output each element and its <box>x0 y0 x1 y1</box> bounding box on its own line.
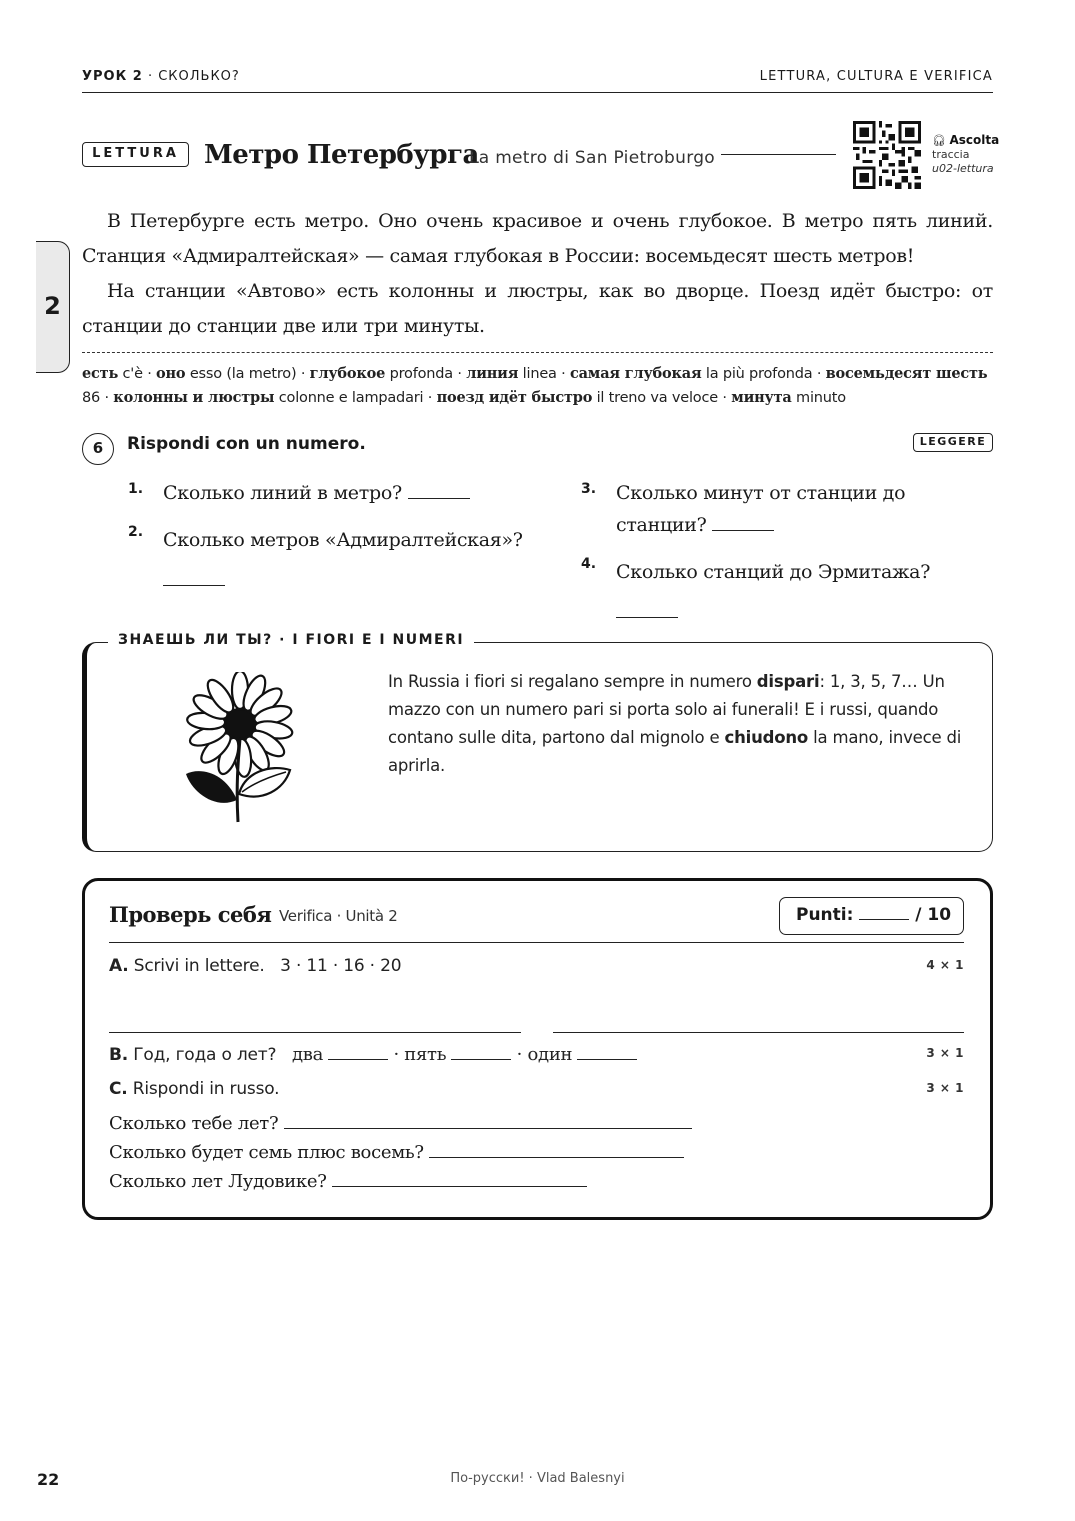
task-c-question-text: Сколько будет семь плюс восемь? <box>109 1142 424 1163</box>
question-number: 1. <box>128 481 144 497</box>
answer-blank[interactable] <box>408 480 470 499</box>
gloss-it: esso (la metro) <box>189 366 297 382</box>
self-check-divider <box>109 942 964 943</box>
reading-title: Метро Петербурга <box>204 140 479 170</box>
answer-blank[interactable] <box>616 599 678 618</box>
page-number: 22 <box>37 1470 60 1489</box>
running-header-right: LETTURA, CULTURA E VERIFICA <box>759 69 993 84</box>
header-divider <box>82 92 993 93</box>
score-total: / 10 <box>915 905 952 925</box>
gloss-it: la più profonda <box>705 366 813 382</box>
task-b <box>109 1043 637 1065</box>
task-c-points: 3 × 1 <box>926 1081 964 1095</box>
chapter-side-tab <box>36 241 70 373</box>
question-text: Сколько станций до Эрмитажа? <box>616 561 931 583</box>
question-item <box>616 477 956 541</box>
daisy-flower-icon <box>180 672 295 824</box>
exercise-title: Rispondi con un numero. <box>127 434 366 454</box>
gloss-ru: глубокое <box>309 365 386 382</box>
answer-blank[interactable] <box>712 512 774 531</box>
answer-line[interactable] <box>553 1032 964 1033</box>
leggere-badge: LEGGERE <box>913 433 993 452</box>
task-c-label: C. <box>109 1079 128 1099</box>
gloss-it: c'è <box>122 366 143 382</box>
task-b-label: B. <box>109 1045 129 1065</box>
question-text: Сколько метров «Адмиралтейская»? <box>163 529 523 551</box>
task-a <box>109 956 401 976</box>
gloss-it: profonda <box>389 366 453 382</box>
question-text: Сколько линий в метро? <box>163 482 402 504</box>
exercise-number: 6 <box>82 433 114 465</box>
answer-blank[interactable] <box>328 1043 388 1060</box>
reading-subtitle: La metro di San Pietroburgo <box>469 148 715 168</box>
task-c <box>109 1079 279 1099</box>
footer-credit: По-русски! · Vlad Balesnyi <box>450 1471 625 1486</box>
chapter-number: 2 <box>44 292 61 320</box>
title-divider <box>721 154 836 155</box>
reading-paragraph-2: На станции «Автово» есть колонны и люстры, как во дворце. Поезд идёт быстро: от станции до станции две или три минуты. <box>82 280 993 337</box>
question-number: 3. <box>581 481 597 497</box>
self-check-subtitle: Verifica · Unità 2 <box>279 907 398 925</box>
culture-box-label: ЗНАЕШЬ ЛИ ТЫ? · I FIORI E I NUMERI <box>108 632 474 648</box>
question-number: 2. <box>128 524 144 540</box>
running-header-left <box>82 69 240 84</box>
lettura-badge: LETTURA <box>82 142 189 167</box>
glossary-divider <box>82 352 993 353</box>
gloss-ru: восемьдесят шесть <box>825 365 988 382</box>
task-c-question-text: Сколько тебе лет? <box>109 1113 279 1134</box>
task-c-question <box>109 1169 587 1192</box>
gloss-ru: минута <box>731 389 792 406</box>
answer-blank[interactable] <box>332 1169 587 1187</box>
audio-sub: traccia <box>932 148 970 161</box>
reading-paragraph-1: В Петербурге есть метро. Оно очень красивое и очень глубокое. В метро пять линий. Станция «Адмиралтейская» — самая глубокая в России: восемьдесят шесть метров! <box>82 210 993 267</box>
task-a-label: A. <box>109 956 129 976</box>
question-item <box>163 477 543 509</box>
task-b-text: Год, года о лет? <box>133 1045 277 1065</box>
question-number: 4. <box>581 556 597 572</box>
task-c-question <box>109 1140 684 1163</box>
culture-text-bold: chiudono <box>724 728 809 747</box>
task-a-text: Scrivi in lettere. <box>133 956 265 976</box>
self-check-title: Проверь себя <box>109 902 272 927</box>
gloss-it: il treno va veloce <box>596 390 718 406</box>
lesson-title: · СКОЛЬКО? <box>142 69 240 84</box>
culture-text-part: In Russia i fiori si regalano sempre in numero <box>388 672 757 691</box>
score-label: Punti: <box>796 905 854 925</box>
gloss-it: colonne e lampadari <box>278 390 424 406</box>
gloss-ru: оно <box>156 365 186 382</box>
reading-text <box>82 204 993 344</box>
gloss-it: minuto <box>796 390 846 406</box>
lesson-label: УРОК 2 <box>82 69 143 84</box>
audio-label: Ascolta <box>949 133 1000 147</box>
gloss-ru: колонны и люстры <box>113 389 275 406</box>
task-b-word: · пять <box>393 1044 447 1065</box>
culture-text-part: la mano, invece di aprirla. <box>388 728 962 775</box>
answer-line[interactable] <box>109 1032 521 1033</box>
culture-text-part: : 1, 3, 5, 7… Un mazzo con un numero pari si porta solo ai funerali! E i russi, quando contano sulle dita, partono dal mignolo e <box>388 672 945 747</box>
task-c-question-text: Сколько лет Лудовике? <box>109 1171 327 1192</box>
audio-track-name: u02-lettura <box>932 162 994 175</box>
headphones-icon: 🎧︎ <box>932 134 946 147</box>
answer-blank[interactable] <box>163 567 225 586</box>
answer-blank[interactable] <box>577 1043 637 1060</box>
task-c-text: Rispondi in russo. <box>132 1079 280 1099</box>
task-a-points: 4 × 1 <box>926 958 964 972</box>
culture-text <box>388 668 968 780</box>
gloss-ru: поезд идёт быстро <box>436 389 593 406</box>
glossary: есть c'è · оно esso (la metro) · глубокое profonda · линия linea · самая глубокая la più profonda · восемьдесят шесть 86 · колонны и люстры colonne e lampadari · поезд идёт быстро il treno va veloce · минута minuto <box>82 365 988 406</box>
gloss-ru: линия <box>466 365 519 382</box>
gloss-ru: самая глубокая <box>569 365 702 382</box>
task-c-question <box>109 1111 692 1134</box>
answer-blank[interactable] <box>429 1140 684 1158</box>
gloss-ru: есть <box>82 365 119 382</box>
task-a-numbers: 3 · 11 · 16 · 20 <box>280 956 402 976</box>
question-item <box>163 520 553 600</box>
question-item <box>616 552 976 632</box>
question-text: Сколько минут от станции до станции? <box>616 482 906 536</box>
task-b-word: · один <box>516 1044 573 1065</box>
gloss-it: linea <box>522 366 557 382</box>
answer-blank[interactable] <box>284 1111 692 1129</box>
culture-text-bold: dispari <box>756 672 820 691</box>
score-box <box>779 897 964 935</box>
task-b-word: два <box>291 1044 324 1065</box>
audio-track-info[interactable] <box>932 133 999 176</box>
gloss-it: 86 <box>82 390 101 406</box>
qr-code-icon[interactable] <box>853 121 921 189</box>
answer-blank[interactable] <box>451 1043 511 1060</box>
score-blank[interactable] <box>859 906 909 920</box>
task-b-points: 3 × 1 <box>926 1046 964 1060</box>
